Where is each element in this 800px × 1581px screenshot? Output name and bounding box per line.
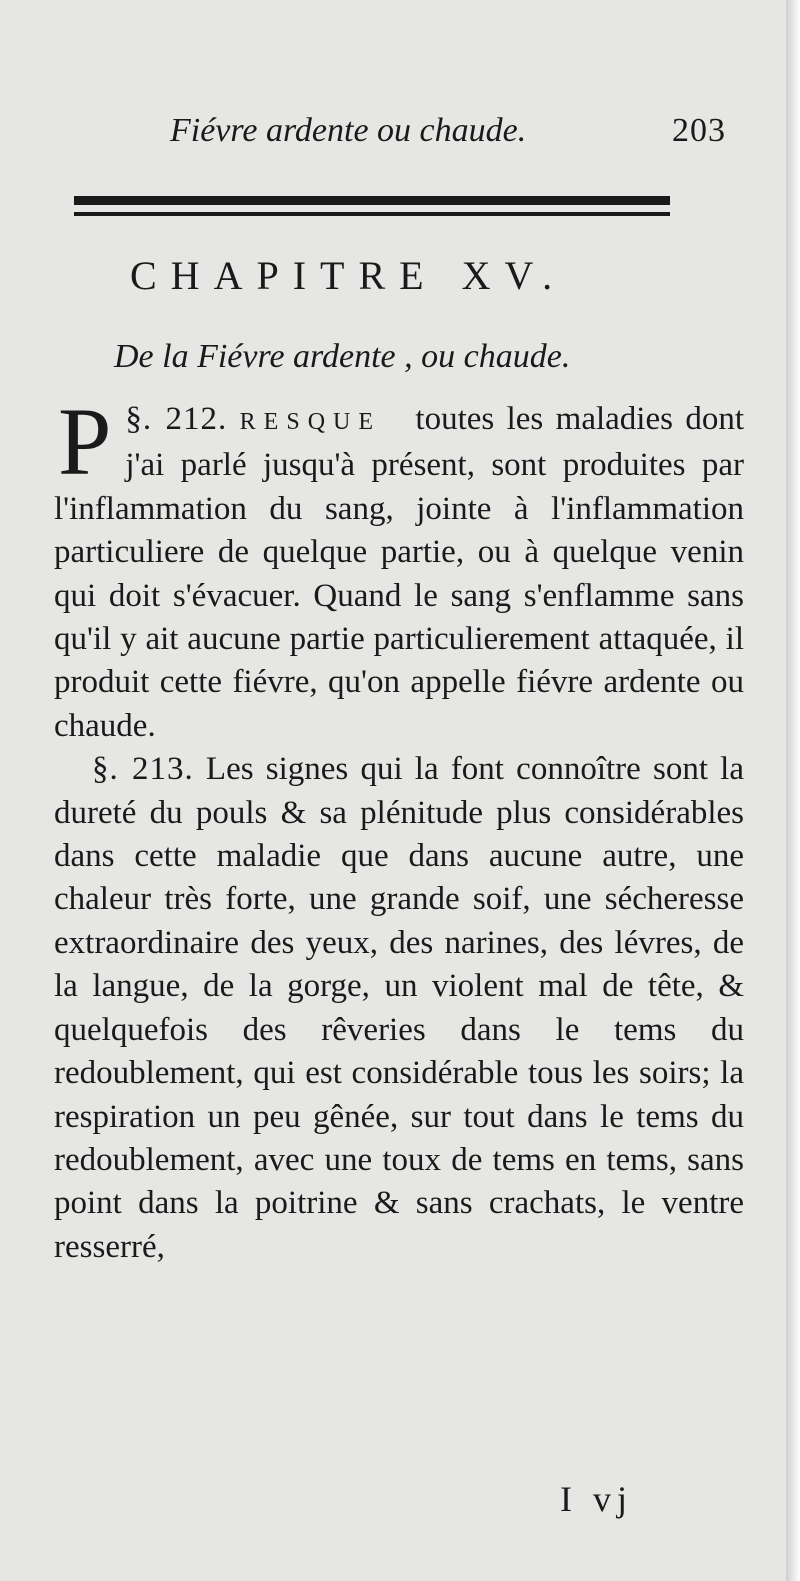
chapter-title: CHAPITRE XV.	[130, 253, 567, 298]
section-number: §. 213.	[92, 751, 194, 788]
running-head	[170, 112, 726, 152]
ornamental-rule-thin	[74, 212, 670, 216]
section-number: §. 212.	[125, 401, 228, 437]
chapter-subtitle: De la Fiévre ardente , ou chaude.	[114, 338, 571, 375]
page-number: 203	[672, 112, 726, 149]
paragraph-212	[54, 388, 745, 748]
drop-cap: P	[58, 388, 112, 495]
paragraph-213	[54, 748, 744, 1269]
paragraph-text: toutes les maladies dont j'ai parlé jusqu'à présent, sont produites par l'inflammation du sang, jointe à l'inflammation particuliere de quelque partie, ou à quelque venin qui doit s'évacuer. Quand le sang s'enflamme sans qu'il y ait aucune partie particulierement attaquée, il produit cette fiévre, qu'on appelle fiévre ardente ou chaude.	[54, 401, 745, 744]
paragraph-text: Les signes qui la font connoître sont la dureté du pouls & sa plénitude plus considérables dans cette maladie que dans aucune autre, une chaleur très forte, une grande soif, une sécheresse extraordinaire des yeux, des narines, des lévres, de la langue, de la gorge, un violent mal de tête, & quelquefois des rêveries dans le tems du redoublement, qui est considérable tous les soirs; la respiration un peu gênée, sur tout dans le tems du redoublement, avec une toux de tems en tems, sans point dans la poitrine & sans crachats, le ventre resserré,	[54, 751, 745, 1265]
ornamental-rule-thick	[74, 196, 670, 205]
body-text	[54, 388, 745, 1269]
smallcaps-word: RESQUE	[239, 409, 382, 435]
running-title: Fiévre ardente ou chaude.	[170, 112, 527, 149]
signature-mark: I vj	[560, 1479, 633, 1519]
page-spine-edge	[786, 0, 800, 1581]
